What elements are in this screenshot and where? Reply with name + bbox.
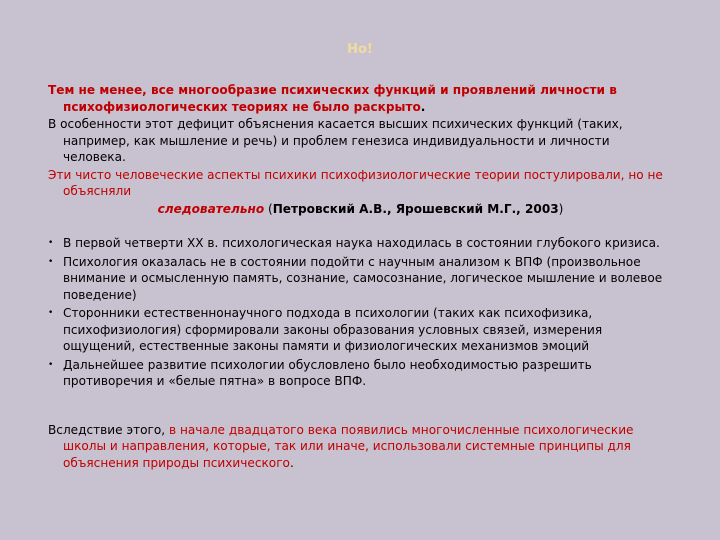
spacer	[48, 217, 673, 235]
bullet-icon: •	[48, 308, 54, 318]
bullet-icon: •	[48, 256, 54, 267]
bullet-item	[48, 305, 673, 355]
citation-close: )	[558, 201, 564, 216]
citation: Петровский А.В., Ярошевский М.Г., 2003	[272, 201, 559, 216]
bullet-text: В первой четверти XX в. психологическая наука находилась в состоянии глубокого кризиса.	[63, 236, 660, 250]
slide-title: Но!	[347, 42, 373, 57]
slide-content	[48, 82, 673, 472]
bullet-icon: •	[48, 238, 54, 248]
bullet-list	[48, 235, 673, 390]
intro-statement: Тем не менее, все многообразие психических функций и проявлений личности в психофизиологических теориях не было раскрыто	[48, 83, 617, 114]
human-aspects-paragraph: Эти чисто человеческие аспекты психики психофизиологические теории постулировали, но не объясняли	[48, 167, 663, 198]
citation-open: (	[264, 201, 273, 216]
intro-period: .	[420, 99, 426, 114]
final-lead: Вследствие этого,	[48, 422, 169, 437]
bullet-text: Сторонники естественнонаучного подхода в психологии (таких как психофизика, психофизиология) сформировали законы образования условных связей, измерения ощущений, естественные законы памяти и физиологических механизмов эмоций	[63, 306, 603, 353]
final-statement: в начале двадцатого века появились многочисленные психологические школы и направления, которые, так или иначе, использовали системные принципы для объяснения природы психического	[63, 422, 634, 470]
bullet-item	[48, 254, 673, 304]
final-paragraph	[48, 422, 673, 472]
bullet-text: Дальнейшее развитие психологии обусловлено было необходимостью разрешить противоречия и «белые пятна» в вопросе ВПФ.	[63, 357, 592, 388]
bullet-icon: •	[48, 359, 54, 370]
conclusion-line	[48, 201, 673, 218]
final-period: .	[289, 455, 294, 470]
spacer	[48, 392, 673, 422]
bullet-item	[48, 235, 673, 252]
bullet-text: Психология оказалась не в состоянии подойти с научным анализом к ВПФ (произвольное внимание и осмысленную память, сознание, самосознание, логическое мышление и волевое поведение)	[63, 254, 663, 302]
intro-paragraph	[48, 82, 673, 115]
deficit-paragraph: В особенности этот дефицит объяснения касается высших психических функций (таких, например, как мышление и речь) и проблем генезиса индивидуальности и личности человека.	[48, 117, 623, 164]
bullet-item	[48, 357, 673, 390]
conclusion-word: следовательно	[157, 201, 265, 216]
